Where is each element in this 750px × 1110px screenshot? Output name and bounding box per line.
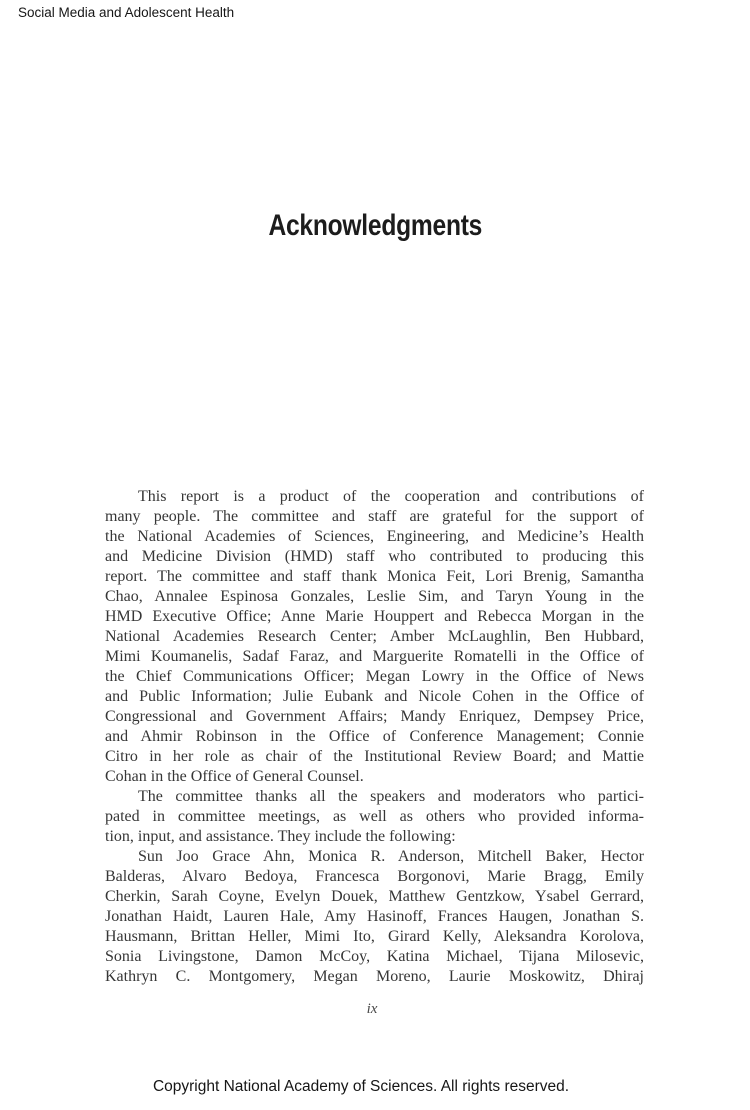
body-line: and Ahmir Robinson in the Office of Conference Management; Connie xyxy=(105,728,644,745)
body-line: The committee thanks all the speakers and moderators who partici- xyxy=(138,788,644,805)
body-line: Hausmann, Brittan Heller, Mimi Ito, Girard Kelly, Aleksandra Korolova, xyxy=(105,928,644,945)
body-line: tion, input, and assistance. They include the following: xyxy=(105,828,456,845)
body-line: Congressional and Government Affairs; Mandy Enriquez, Dempsey Price, xyxy=(105,708,644,725)
body-line: Jonathan Haidt, Lauren Hale, Amy Hasinoff, Frances Haugen, Jonathan S. xyxy=(105,908,644,925)
paragraph xyxy=(105,847,644,987)
body-line: and Medicine Division (HMD) staff who contributed to producing this xyxy=(105,548,644,565)
page-title: Acknowledgments xyxy=(268,209,482,242)
body-line: many people. The committee and staff are grateful for the support of xyxy=(105,508,644,525)
body-line: pated in committee meetings, as well as others who provided informa- xyxy=(105,808,644,825)
paragraph xyxy=(105,487,644,787)
body-line: Sun Joo Grace Ahn, Monica R. Anderson, Mitchell Baker, Hector xyxy=(138,848,644,865)
body-line: Citro in her role as chair of the Institutional Review Board; and Mattie xyxy=(105,748,644,765)
body-line: report. The committee and staff thank Monica Feit, Lori Brenig, Samantha xyxy=(105,568,644,585)
body-line: Sonia Livingstone, Damon McCoy, Katina Michael, Tijana Milosevic, xyxy=(105,948,644,965)
paragraph xyxy=(105,787,644,847)
body-line: Kathryn C. Montgomery, Megan Moreno, Laurie Moskowitz, Dhiraj xyxy=(105,968,644,985)
body-line: and Public Information; Julie Eubank and Nicole Cohen in the Office of xyxy=(105,688,644,705)
body-line: Cherkin, Sarah Coyne, Evelyn Douek, Matthew Gentzkow, Ysabel Gerrard, xyxy=(105,888,644,905)
body-line: Cohan in the Office of General Counsel. xyxy=(105,768,364,785)
body-text xyxy=(105,487,644,987)
running-head: Social Media and Adolescent Health xyxy=(18,5,235,20)
body-line: Chao, Annalee Espinosa Gonzales, Leslie Sim, and Taryn Young in the xyxy=(105,588,644,605)
body-line: Balderas, Alvaro Bedoya, Francesca Borgonovi, Marie Bragg, Emily xyxy=(105,868,644,885)
body-line: Mimi Koumanelis, Sadaf Faraz, and Marguerite Romatelli in the Office of xyxy=(105,648,644,665)
body-line: the Chief Communications Officer; Megan Lowry in the Office of News xyxy=(105,668,644,685)
body-line: HMD Executive Office; Anne Marie Houppert and Rebecca Morgan in the xyxy=(105,608,644,625)
page-title-wrap xyxy=(0,210,750,242)
body-line: National Academies Research Center; Amber McLaughlin, Ben Hubbard, xyxy=(105,628,644,645)
body-line: This report is a product of the cooperation and contributions of xyxy=(138,488,644,505)
copyright-notice: Copyright National Academy of Sciences. All rights reserved. xyxy=(152,1078,570,1095)
page-number: ix xyxy=(366,1001,378,1017)
body-line: the National Academies of Sciences, Engineering, and Medicine’s Health xyxy=(105,528,644,545)
